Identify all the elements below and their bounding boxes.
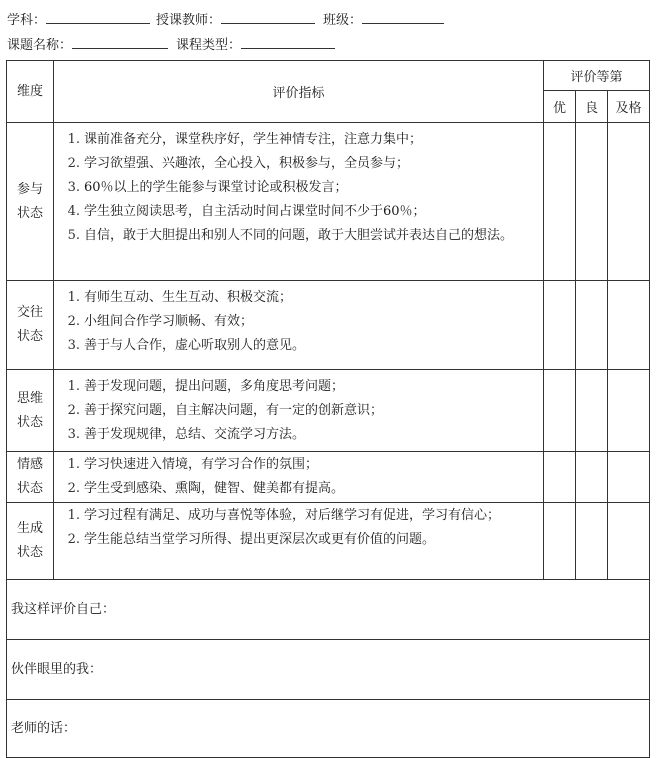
class-field[interactable] bbox=[362, 9, 444, 24]
table-row bbox=[7, 123, 650, 281]
list-item: 2. 学习欲望强、兴趣浓，全心投入，积极参与，全员参与； bbox=[67, 156, 410, 171]
topic-label: 课题名称： bbox=[7, 38, 73, 53]
grade-cell[interactable] bbox=[544, 452, 576, 503]
grade-cell[interactable] bbox=[576, 503, 608, 580]
grade-cell[interactable] bbox=[576, 452, 608, 503]
grade-cell[interactable] bbox=[576, 370, 608, 452]
indicator-cell bbox=[54, 503, 544, 580]
list-item: 3. 善于发现规律，总结、交流学习方法。 bbox=[67, 427, 306, 442]
header-line-1 bbox=[7, 9, 444, 29]
list-item: 2. 学生受到感染、熏陶，健智、健美都有提高。 bbox=[67, 481, 345, 496]
dimension-cell: 参与 状态 bbox=[7, 123, 54, 281]
grade-good-header: 良 bbox=[576, 91, 608, 123]
col-indicator-header: 评价指标 bbox=[54, 61, 544, 123]
grade-cell[interactable] bbox=[576, 123, 608, 281]
class-label: 班级： bbox=[323, 13, 363, 28]
indicator-cell bbox=[54, 123, 544, 281]
list-item: 1. 学习快速进入情境，有学习合作的氛围； bbox=[67, 457, 319, 472]
table-row bbox=[7, 370, 650, 452]
list-item: 1. 课前准备充分，课堂秩序好，学生神情专注，注意力集中； bbox=[67, 132, 423, 147]
teacher-eval-label: 老师的话： bbox=[11, 720, 77, 736]
teacher-field[interactable] bbox=[221, 9, 315, 24]
grade-cell[interactable] bbox=[544, 370, 576, 452]
table-row bbox=[7, 452, 650, 503]
indicator-cell bbox=[54, 370, 544, 452]
header-line-2 bbox=[7, 34, 335, 54]
grade-cell[interactable] bbox=[576, 281, 608, 370]
indicator-cell bbox=[54, 281, 544, 370]
list-item: 3. 60％以上的学生能参与课堂讨论或积极发言； bbox=[67, 180, 348, 195]
topic-field[interactable] bbox=[72, 34, 168, 49]
list-item: 1. 善于发现问题，提出问题，多角度思考问题； bbox=[67, 379, 345, 394]
grade-cell[interactable] bbox=[608, 503, 650, 580]
grade-cell[interactable] bbox=[608, 452, 650, 503]
col-grade-header: 评价等第 bbox=[544, 61, 650, 91]
list-item: 4. 学生独立阅读思考，自主活动时间占课堂时间不少于60％； bbox=[67, 204, 426, 219]
peer-eval-label: 伙伴眼里的我： bbox=[11, 661, 103, 677]
grade-cell[interactable] bbox=[608, 281, 650, 370]
list-item: 2. 善于探究问题，自主解决问题，有一定的创新意识； bbox=[67, 403, 384, 418]
list-item: 3. 善于与人合作，虚心听取别人的意见。 bbox=[67, 338, 306, 353]
peer-eval-cell[interactable] bbox=[7, 640, 650, 700]
subject-field[interactable] bbox=[46, 9, 150, 24]
dimension-cell: 情感 状态 bbox=[7, 452, 54, 503]
course-type-field[interactable] bbox=[241, 34, 335, 49]
list-item: 5. 自信，敢于大胆提出和别人不同的问题，敢于大胆尝试并表达自己的想法。 bbox=[67, 228, 514, 243]
grade-excellent-header: 优 bbox=[544, 91, 576, 123]
teacher-eval-cell[interactable] bbox=[7, 700, 650, 758]
dimension-cell: 思维 状态 bbox=[7, 370, 54, 452]
self-eval-cell[interactable] bbox=[7, 580, 650, 640]
grade-pass-header: 及格 bbox=[608, 91, 650, 123]
teacher-label: 授课教师： bbox=[156, 13, 222, 28]
grade-cell[interactable] bbox=[544, 123, 576, 281]
grade-cell[interactable] bbox=[608, 370, 650, 452]
list-item: 2. 学生能总结当堂学习所得、提出更深层次或更有价值的问题。 bbox=[67, 532, 436, 547]
dimension-cell: 生成 状态 bbox=[7, 503, 54, 580]
dimension-cell: 交往 状态 bbox=[7, 281, 54, 370]
grade-cell[interactable] bbox=[544, 281, 576, 370]
grade-cell[interactable] bbox=[608, 123, 650, 281]
list-item: 1. 学习过程有满足、成功与喜悦等体验，对后继学习有促进，学习有信心； bbox=[67, 508, 501, 523]
col-dimension-header: 维度 bbox=[7, 61, 54, 123]
list-item: 2. 小组间合作学习顺畅、有效； bbox=[67, 314, 254, 329]
subject-label: 学科： bbox=[7, 13, 47, 28]
table-row bbox=[7, 281, 650, 370]
grade-cell[interactable] bbox=[544, 503, 576, 580]
list-item: 1. 有师生互动、生生互动、积极交流； bbox=[67, 290, 293, 305]
indicator-cell bbox=[54, 452, 544, 503]
table-row bbox=[7, 503, 650, 580]
self-eval-label: 我这样评价自己： bbox=[11, 601, 116, 617]
evaluation-table bbox=[6, 60, 650, 758]
course-type-label: 课程类型： bbox=[176, 38, 242, 53]
